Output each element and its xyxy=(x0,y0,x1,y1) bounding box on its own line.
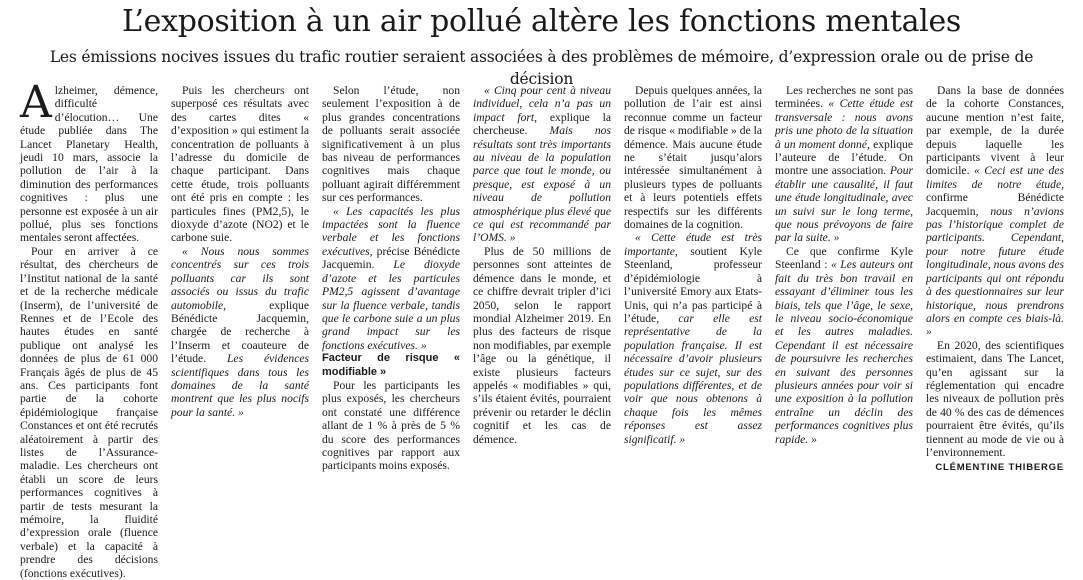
article-body xyxy=(20,77,1064,580)
paragraph: Plus de 50 millions de personnes sont atteintes de démence dans le monde, et ce chiffre devrait tripler d’ici 2050, selon le rapport mondial Alzheimer 2019. En plus des facteurs de risque non modifiables, par exemple l’âge ou la génétique, il existe plusieurs facteurs appelés « modifiables » qui, s’ils étaient évités, pourraient prévenir ou retarder le déclin cognitif et les cas de démence. xyxy=(473,244,611,446)
paragraph: Dans la base de données de la cohorte Constances, aucune mention n’est faite, par exemple, de la durée depuis laquelle les participants vivent à leur domicile. « Ceci est une des limites de notre étude, confirme Bénédicte Jacquemin, nous n’avions pas l’historique complet de participants. Cependant, pour notre future étude longitudinale, nous avons des participants qui ont répondu à des questionnaires sur leur historique, nous prendrons alors en compte ces biais-là. » xyxy=(926,84,1064,339)
paragraph: Puis les chercheurs ont superposé ces résultats avec des cartes dites « d’exposition » qui estiment la concentration de polluants à l’adresse du domicile de chaque participant. Dans cette étude, trois polluants ont été pris en compte : les particules fines (PM2,5), le dioxyde d’azote (NO2) et le carbone suie. xyxy=(171,84,309,245)
paragraph: « Cette étude est très importante, soutient Kyle Steenland, professeur d’épidémiologie à l’université Emory aux Etats-Unis, qui n’a pas participé à l’étude, car elle est représentative de la population française. Il est nécessaire d’avoir plusieurs études sur ce sujet, sur des populations différentes, et de voir que nous obtenons à chaque fois les mêmes réponses est assez significatif. » xyxy=(624,231,762,446)
article-column-3 xyxy=(322,84,460,473)
article-subtitle: Les émissions nocives issues du trafic routier seraient associées à des problèmes de mémoire, d’expression orale ou de prise de décision xyxy=(49,48,1034,88)
author-signature: CLÉMENTINE THIBERGE xyxy=(935,462,1064,474)
article-column-2 xyxy=(171,84,309,450)
paragraph: Les recherches ne sont pas terminées. « Cette étude est transversale : nous avons pris une photo de la situation à un moment donné, explique l’auteure de l’étude. On montre une association. Pour établir une causalité, il faut une étude longitudinale, avec un suivi sur le long terme, que nous prévoyons de faire par la suite. » xyxy=(775,84,913,245)
article-column-7 xyxy=(926,84,1064,474)
paragraph: Depuis quelques années, la pollution de l’air est ainsi reconnue comme un facteur de risque « modifiable » de la démence. Mais aucune étude ne s’était jusqu’alors intéressée simultanément à plusieurs types de polluants et à leurs potentiels effets respectifs sur les différents domaines de la cognition. xyxy=(624,84,762,232)
article-column-5 xyxy=(624,84,762,450)
article-title: L’exposition à un air pollué altère les fonctions mentales xyxy=(121,4,962,39)
paragraph: Selon l’étude, non seulement l’exposition à de plus grandes concentrations de polluants serait associée significativement à un plus bas niveau de performances cognitives mais chaque polluant agirait différemment sur ces performances. xyxy=(322,84,460,205)
section-subhead: Facteur de risque « modifiable » xyxy=(322,352,460,378)
article-column-1 xyxy=(20,77,158,580)
paragraph: Pour en arriver à ce résultat, des chercheurs de l’Institut national de la santé et de la recherche médicale (Inserm), de l’université de Rennes et de l’Ecole des hautes études en santé publique ont analysé les données de plus de 61 000 Français âgés de plus de 45 ans. Ces participants font partie de la cohorte épidémiologique française Constances et ont été recrutés aléatoirement à partir des listes de l’Assurance-maladie. Les chercheurs ont établi un score de leurs performances cognitives à partir de tests mesurant la mémoire, la fluidité d’expression orale (fluence verbale) et la capacité à prendre des décisions (fonctions exécutives). xyxy=(20,244,158,580)
paragraph: En 2020, des scientifiques estimaient, dans The Lancet, qu’en agissant sur la réglementation qui encadre les niveaux de pollution près de 40 % des cas de démences pourraient être évités, qu’ils tiennent au mode de vie ou à l’environnement. xyxy=(926,338,1064,459)
article-column-4 xyxy=(473,84,611,450)
drop-cap: A xyxy=(20,77,52,128)
paragraph: « Les capacités les plus impactées sont la fluence verbale et les fonctions exécutives, précise Bénédicte Jacquemin. Le dioxyde d’azote et les particules PM2,5 agissent d’avantage sur la fluence verbale, tandis que le carbone suie a un plus grand impact sur les fonctions exécutives. » xyxy=(322,204,460,352)
paragraph: « Cinq pour cent à niveau individuel, cela n’a pas un impact fort, explique la chercheuse. Mais nos résultats sont très importants au niveau de la population parce que tout le monde, ou presque, est exposé à un niveau de pollution atmosphérique plus élevé que ce qui est recommandé par l’OMS. » xyxy=(473,84,612,245)
paragraph: « Nous nous sommes concentrés sur ces trois polluants car ils sont associés ou issus du trafic automobile, explique Bénédicte Jacquemin, chargée de recherche à l’Inserm et coauteure de l’étude. Les évidences scientifiques dans tous les domaines de la santé montrent que les plus nocifs pour la santé. » xyxy=(171,244,309,419)
paragraph: Pour les participants les plus exposés, les chercheurs ont constaté une différence allant de 1 % à près de 5 % du score des performances cognitives par rapport aux participants moins exposés. xyxy=(322,378,460,473)
article-column-6 xyxy=(775,84,913,450)
paragraph: Ce que confirme Kyle Steenland : « Les auteurs ont fait du très bon travail en essayant d’éliminer tous les biais, tels que l’âge, le sexe, le niveau socio-économique et les autres maladies. Cependant il est nécessaire de poursuivre les recherches en suivant des personnes plusieurs années pour voir si une exposition à la pollution entraîne un déclin des performances cognitives plus rapide. » xyxy=(775,244,913,446)
paragraph-intro: Alzheimer, démence, difficulté d’élocution… Une étude publiée dans The Lancet Planetary Health, jeudi 10 mars, associe la pollution de l’air à la diminution des performances cognitives : plus une personne est exposée à un air pollué, plus ses fonctions mentales seront affectées. xyxy=(20,77,158,245)
